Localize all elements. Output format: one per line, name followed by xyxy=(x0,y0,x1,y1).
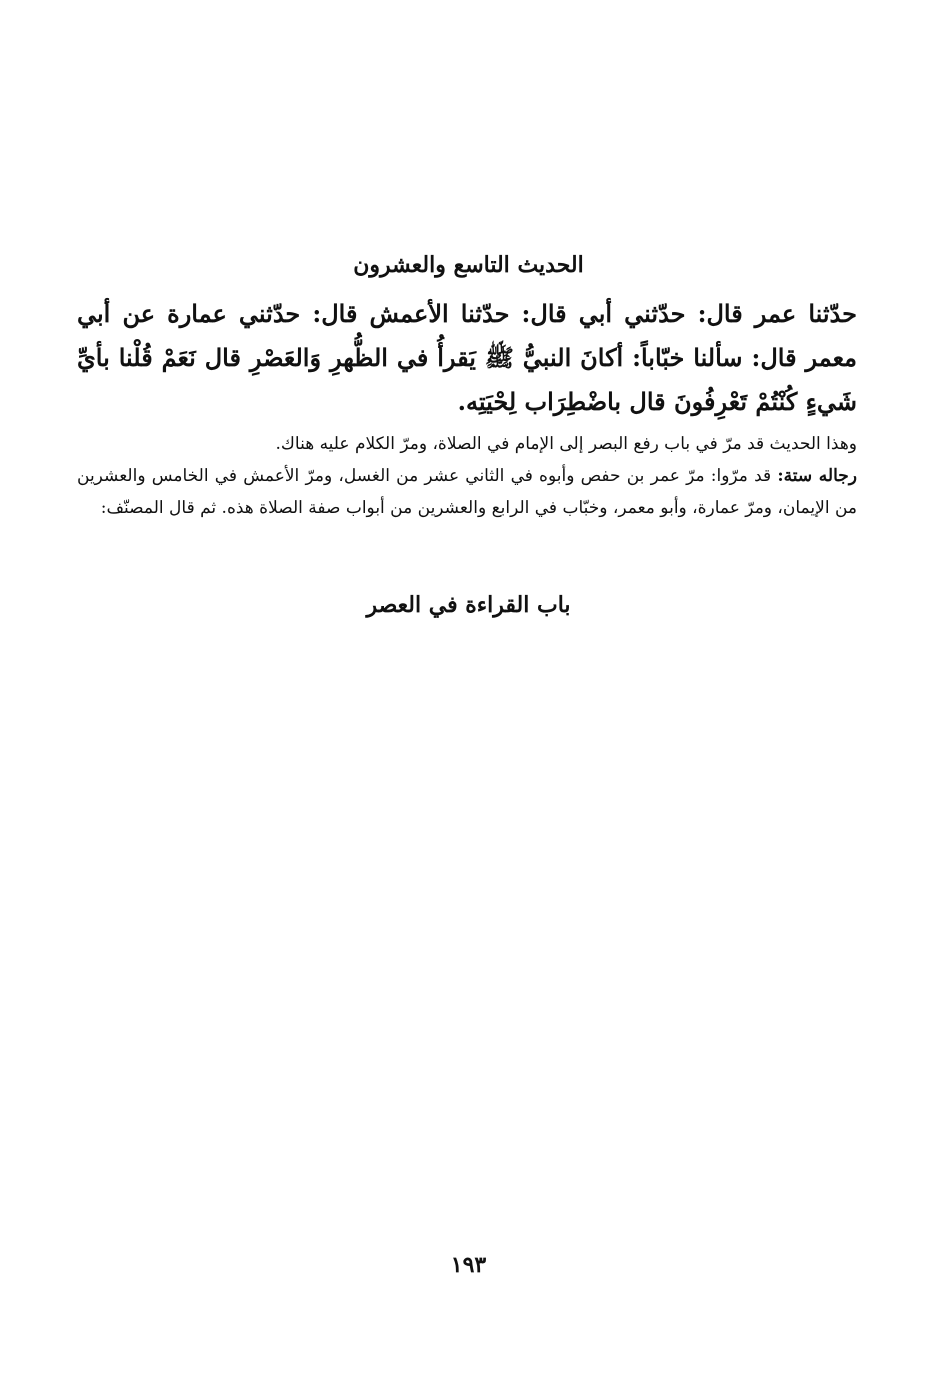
rijal-paragraph xyxy=(77,460,857,524)
rijal-label: رجاله ستة: xyxy=(777,466,857,486)
commentary-paragraph: وهذا الحديث قد مرّ في باب رفع البصر إلى الإمام في الصلاة، ومرّ الكلام عليه هناك. xyxy=(275,434,857,454)
hadith-text: حدّثنا عمر قال: حدّثني أبي قال: حدّثنا الأعمش قال: حدّثني عمارة عن أبي معمر قال: سألنا خبّاباً: أكانَ النبيُّ ﷺ يَقرأُ في الظُّهرِ وَالعَصْرِ قال نَعَمْ قُلْنا بأيِّ شَيءٍ كُنْتُمْ تَعْرِفُونَ قال باضْطِرَاب لِحْيَتِه. xyxy=(77,299,857,416)
chapter-heading: باب القراءة في العصر xyxy=(366,592,571,618)
commentary-block xyxy=(77,428,857,524)
rijal-text: قد مرّوا: مرّ عمر بن حفص وأبوه في الثاني عشر من الغسل، ومرّ الأعمش في الخامس والعشرين من الإيمان، ومرّ عمارة، وأبو معمر، وخبّاب في الرابع والعشرين من أبواب صفة الصلاة هذه. ثم قال المصنّف: xyxy=(77,466,857,518)
page-number: ١٩٣ xyxy=(450,1252,487,1278)
hadith-heading: الحديث التاسع والعشرون xyxy=(353,252,584,278)
